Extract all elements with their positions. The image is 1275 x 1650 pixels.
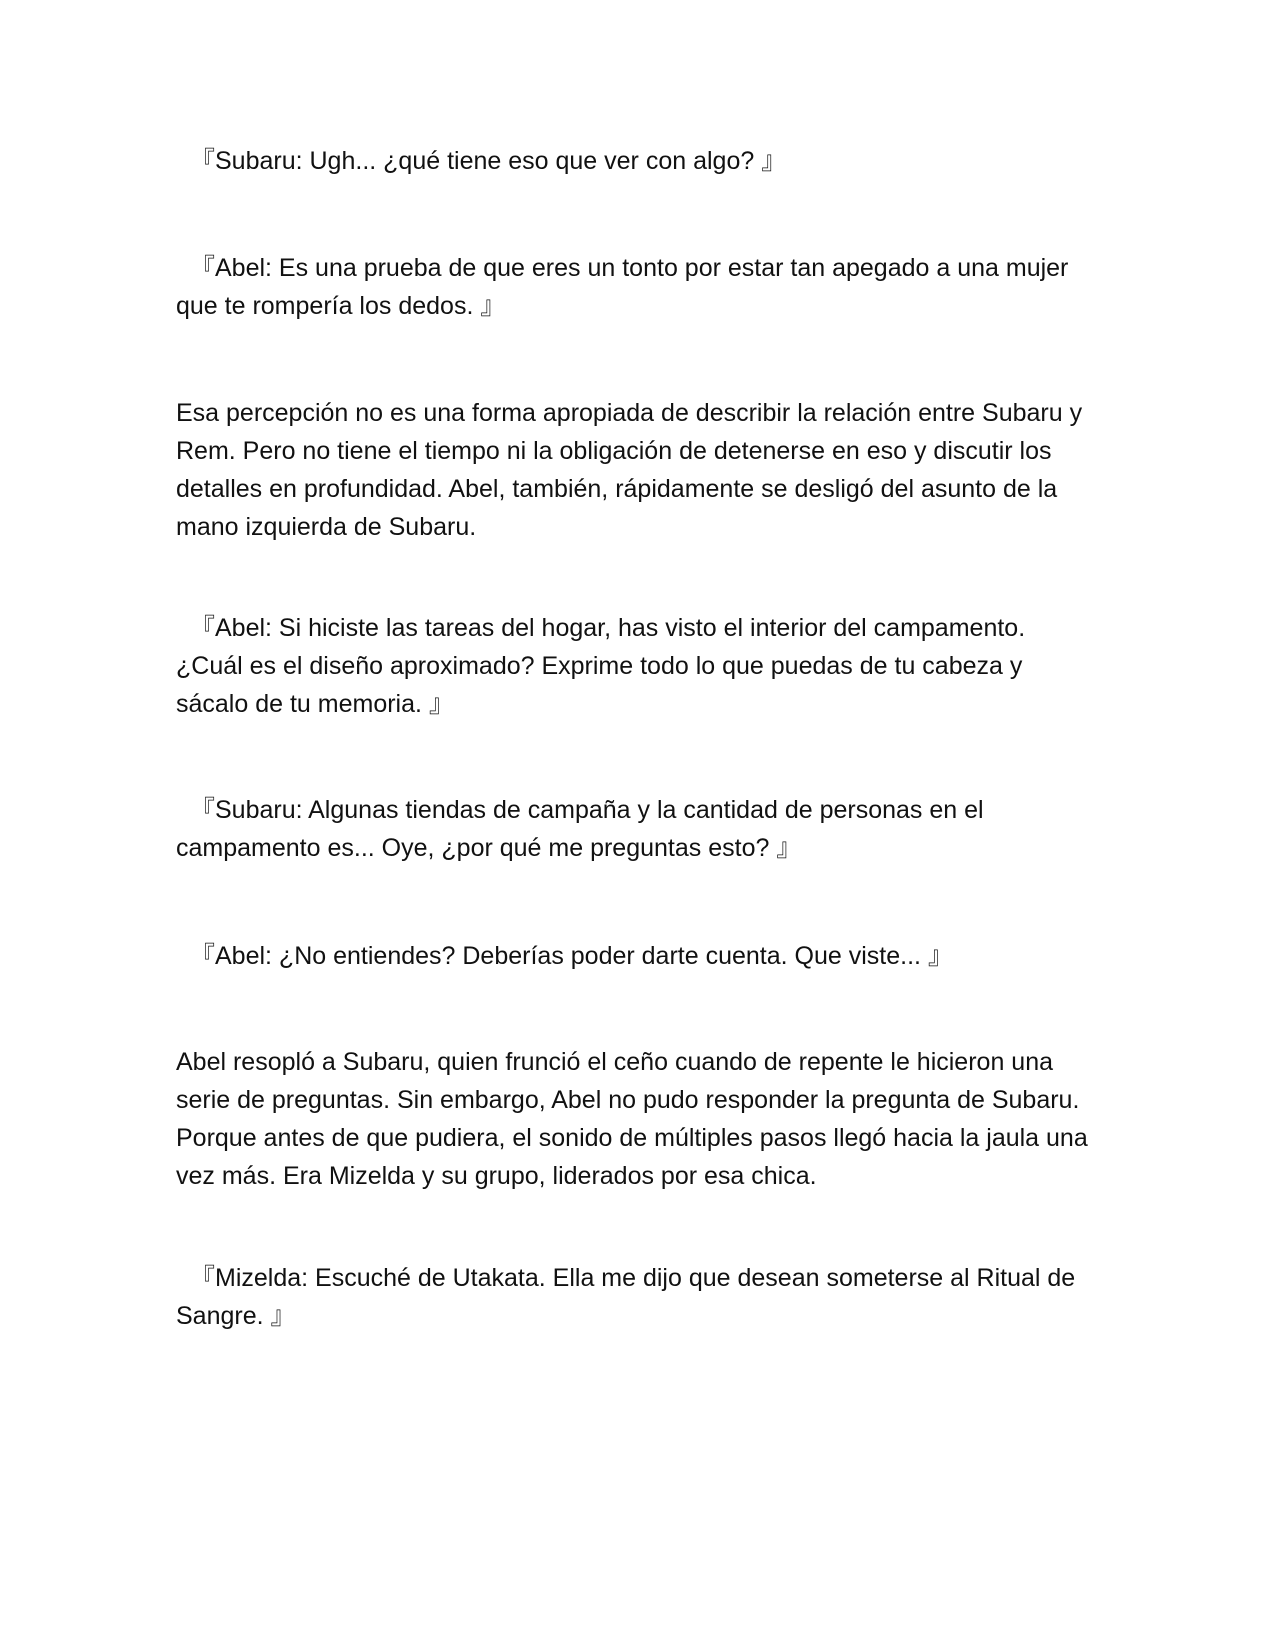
dialogue-subaru-1: 『Subaru: Ugh... ¿qué tiene eso que ver con algo? 』 — [190, 147, 787, 175]
dialogue-abel-1: 『Abel: Es una prueba de que eres un tonto por estar tan apegado a una mujer que te rompería los dedos. 』 — [176, 254, 1069, 320]
dialogue-abel-3: 『Abel: ¿No entiendes? Deberías poder darte cuenta. Que viste... 』 — [190, 942, 953, 970]
dialogue-subaru-2: 『Subaru: Algunas tiendas de campaña y la cantidad de personas en el campamento es... Oye, ¿por qué me preguntas esto? 』 — [176, 796, 984, 862]
narration-paragraph-2: Abel resopló a Subaru, quien frunció el ceño cuando de repente le hicieron una serie de preguntas. Sin embargo, Abel no pudo responder la pregunta de Subaru. Porque antes de que pudiera, el sonido de múltiples pasos llegó hacia la jaula una vez más. Era Mizelda y su grupo, liderados por esa chica. — [176, 1048, 1088, 1190]
dialogue-mizelda-1: 『Mizelda: Escuché de Utakata. Ella me dijo que desean someterse al Ritual de Sangre. 』 — [176, 1264, 1076, 1330]
dialogue-abel-2: 『Abel: Si hiciste las tareas del hogar, has visto el interior del campamento. ¿Cuál es el diseño aproximado? Exprime todo lo que puedas de tu cabeza y sácalo de tu memoria. 』 — [176, 614, 1026, 718]
narration-paragraph-1: Esa percepción no es una forma apropiada de describir la relación entre Subaru y Rem. Pero no tiene el tiempo ni la obligación de detenerse en eso y discutir los detalles en profundidad. Abel, también, rápidamente se desligó del asunto de la mano izquierda de Subaru. — [176, 399, 1083, 541]
